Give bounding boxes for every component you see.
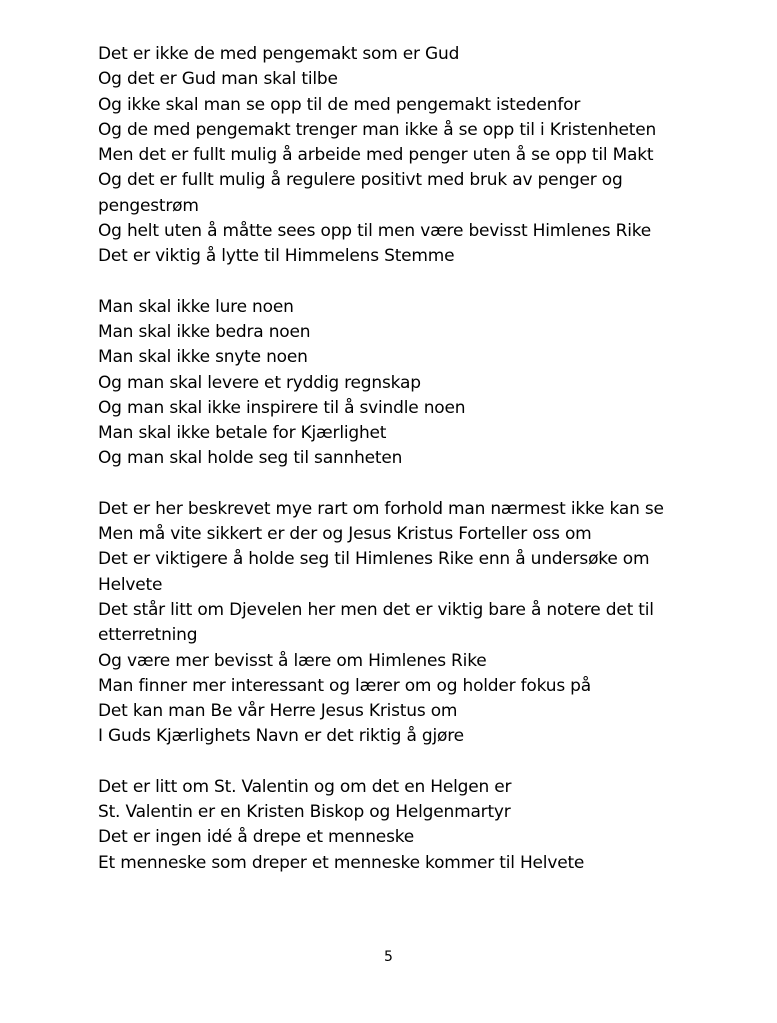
paragraph-man-skal-ikke [98,295,738,472]
text-line: Og de med pengemakt trenger man ikke å se opp til i Kristenheten [98,119,657,140]
page-number: 5 [384,949,393,965]
text-line: Men må vite sikkert er der og Jesus Kristus Forteller oss om [98,524,592,545]
text-line: Og det er fullt mulig å regulere positivt med bruk av penger og [98,170,623,191]
text-line: Og det er Gud man skal tilbe [98,69,338,90]
text-line: Og være mer bevisst å lære om Himlenes Rike [98,650,487,671]
text-line: Og man skal ikke inspirere til å svindle noen [98,397,466,418]
paragraph-himlenes-rike [98,497,738,750]
text-line: Det står litt om Djevelen her men det er viktig bare å notere det til [98,599,654,620]
paragraph-pengemakt [98,42,738,270]
text-line: etterretning [98,625,198,646]
text-line: Og man skal levere et ryddig regnskap [98,372,421,393]
text-line: Det er viktigere å holde seg til Himlenes Rike enn å undersøke om [98,549,650,570]
text-line: Det er litt om St. Valentin og om det en Helgen er [98,776,512,797]
text-line: Det er viktig å lytte til Himmelens Stemme [98,246,455,267]
text-line: Helvete [98,574,163,595]
text-line: Man skal ikke snyte noen [98,347,308,368]
text-line: Og man skal holde seg til sannheten [98,448,403,469]
text-line: Man skal ikke lure noen [98,296,294,317]
text-line: Og ikke skal man se opp til de med pengemakt istedenfor [98,94,581,115]
text-line: pengestrøm [98,195,199,216]
text-line: Man skal ikke bedra noen [98,321,311,342]
text-line: Det er her beskrevet mye rart om forhold man nærmest ikke kan se [98,498,664,519]
text-line: Man skal ikke betale for Kjærlighet [98,423,387,444]
text-line: Det er ingen idé å drepe et menneske [98,827,415,848]
text-line: Et menneske som dreper et menneske kommer til Helvete [98,852,585,873]
text-line: I Guds Kjærlighets Navn er det riktig å gjøre [98,726,464,747]
body-text [98,42,738,901]
paragraph-st-valentin [98,775,738,876]
text-line: St. Valentin er en Kristen Biskop og Helgenmartyr [98,802,511,823]
text-line: Og helt uten å måtte sees opp til men være bevisst Himlenes Rike [98,221,652,242]
text-line: Det kan man Be vår Herre Jesus Kristus om [98,701,458,722]
text-line: Man finner mer interessant og lærer om og holder fokus på [98,675,591,696]
text-line: Men det er fullt mulig å arbeide med penger uten å se opp til Makt [98,145,654,166]
text-line: Det er ikke de med pengemakt som er Gud [98,44,460,64]
